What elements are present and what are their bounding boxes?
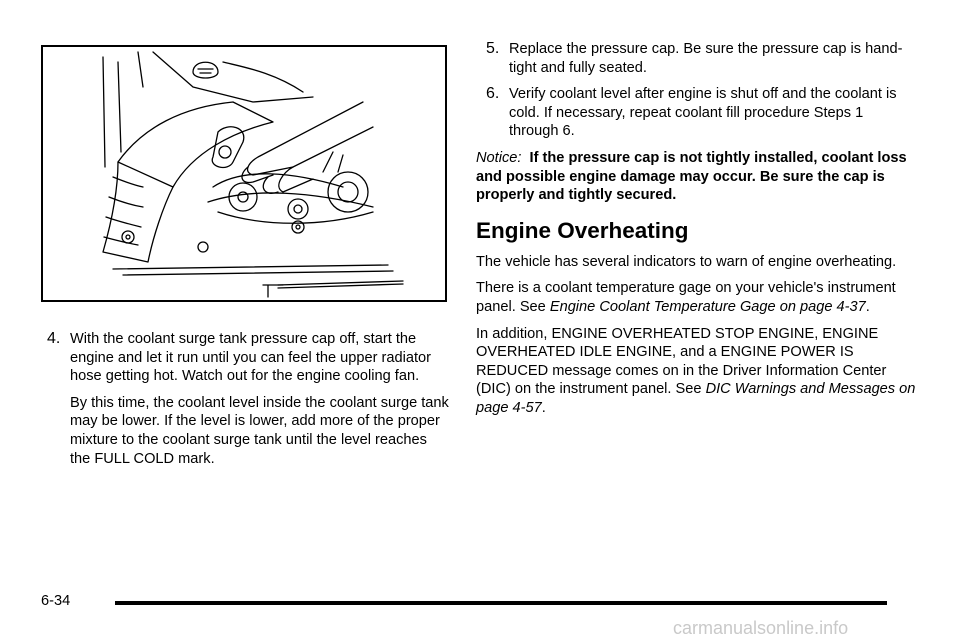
temperature-gage-paragraph <box>476 279 916 316</box>
paragraph-end: . <box>865 298 870 315</box>
step-6 <box>476 85 916 141</box>
section-heading: Engine Overheating <box>476 217 689 243</box>
paragraph-text: In addition, ENGINE OVERHEATED STOP ENGINE, ENGINE OVERHEATED IDLE ENGINE, and a ENGINE POWER IS REDUCED message comes on in the Driver Information Center (DIC) on the instrument panel. See <box>476 325 887 398</box>
paragraph-end: . <box>541 399 546 416</box>
dic-reference-link[interactable]: DIC Warnings and Messages on page 4-57 <box>476 381 916 416</box>
gage-reference-link[interactable]: Engine Coolant Temperature Gage on page 4-37 <box>549 298 866 315</box>
notice-paragraph <box>476 149 916 205</box>
step-text: Replace the pressure cap. Be sure the pressure cap is hand-tight and fully seated. <box>509 41 903 76</box>
engine-drawing <box>43 47 445 300</box>
step-number: 4. <box>47 330 61 347</box>
step-number: 6. <box>486 85 500 103</box>
page-number: 6-34 <box>41 593 71 609</box>
step-followup: By this time, the coolant level inside the coolant surge tank may be lower. If the level is lower, add more of the proper mixture to the coolant surge tank until the level reaches the FULL COLD mark. <box>70 394 449 467</box>
notice-label: Notice: <box>476 149 522 166</box>
watermark-text: carmanualsonline.info <box>673 618 849 638</box>
notice-text: If the pressure cap is not tightly installed, coolant loss and possible engine damage may occur. Be sure the cap is properly and tightly secured. <box>476 149 907 204</box>
footer-rule <box>115 601 887 605</box>
engine-illustration <box>41 45 447 302</box>
step-text: With the coolant surge tank pressure cap off, start the engine and let it run until you can feel the upper radiator hose getting hot. Watch out for the engine cooling fan. <box>70 331 432 385</box>
left-column <box>41 330 451 476</box>
step-text: Verify coolant level after engine is shut off and the coolant is cold. If necessary, repeat coolant fill procedure Steps 1 through 6. <box>509 86 897 140</box>
right-column <box>476 40 916 426</box>
step-4 <box>41 330 451 468</box>
overheating-intro: The vehicle has several indicators to warn of engine overheating. <box>476 253 897 270</box>
step-5 <box>476 40 916 77</box>
paragraph-text: There is a coolant temperature gage on your vehicle's instrument panel. See <box>476 280 896 315</box>
step-number: 5. <box>486 40 500 57</box>
dic-message-paragraph <box>476 325 916 418</box>
